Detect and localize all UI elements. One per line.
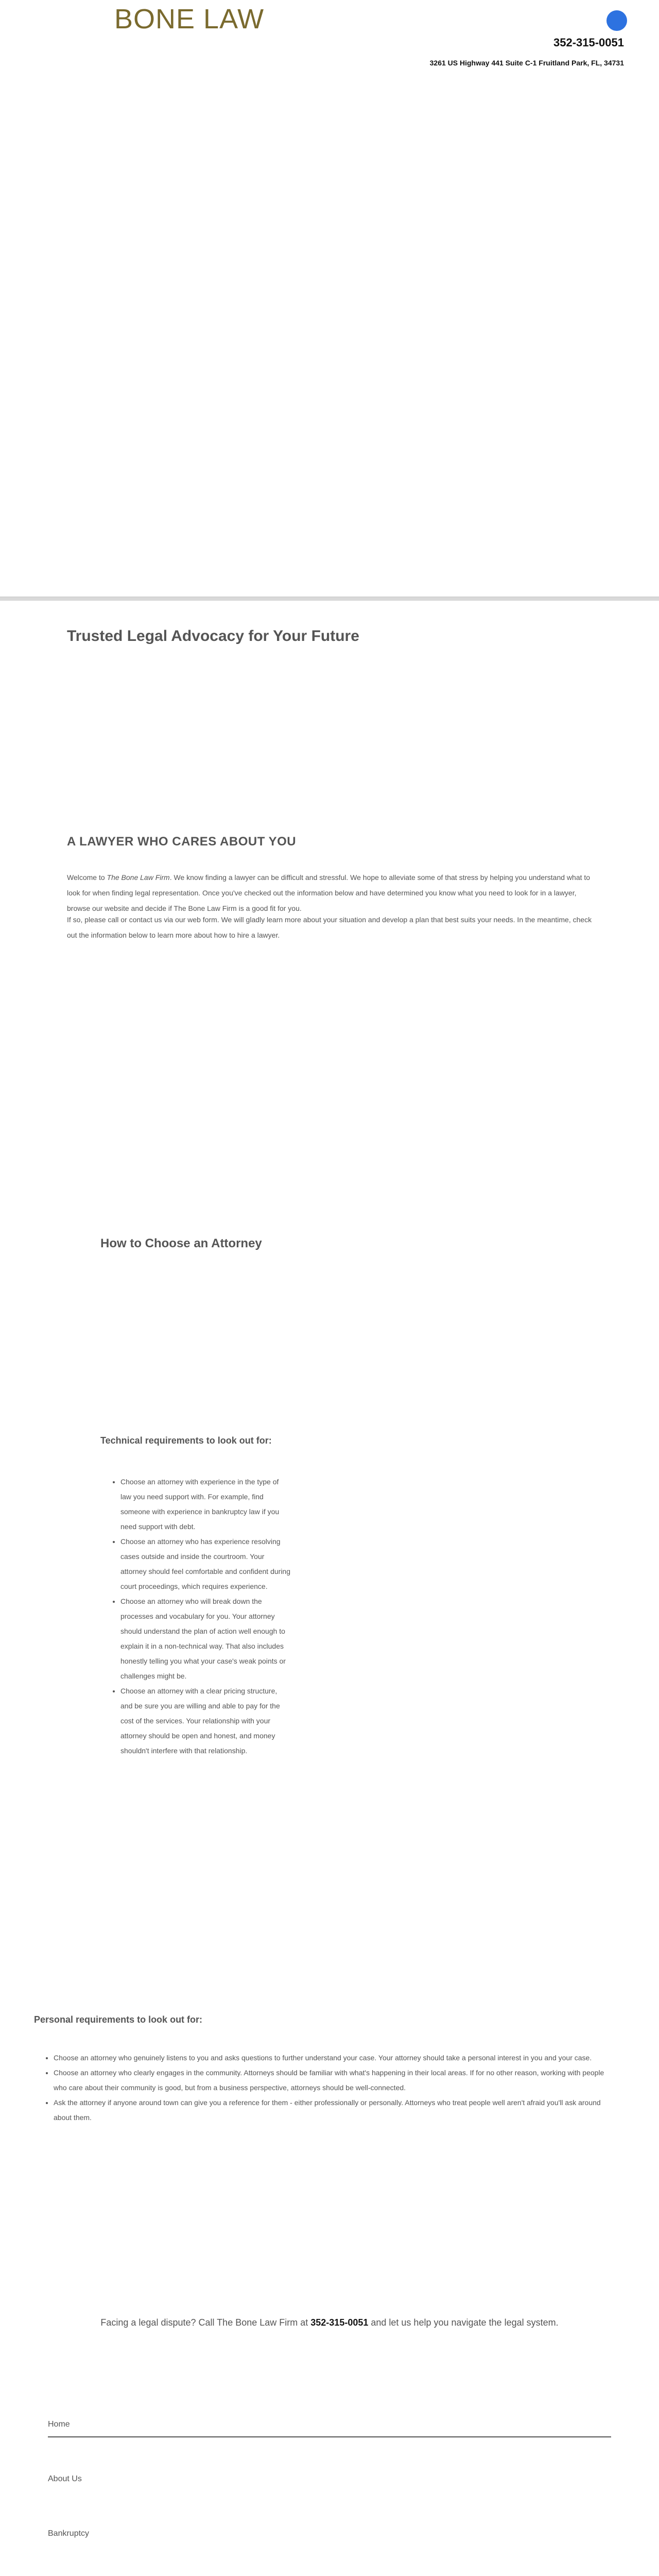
call-to-action: Facing a legal dispute? Call The Bone Law Firm at 352-315-0051 and let us help you navigate the legal system. (100, 2317, 559, 2328)
list-item: • Choose an attorney who will break down the processes and vocabulary for you. Your attorney should understand the plan of action well enough to explain it in a non-technical way. That also includes honestly telling you what your case's weak points or challenges might be. (120, 1594, 290, 1684)
list-item: • Choose an attorney with experience in the type of law you need support with. For example, find someone with experience in bankruptcy law if you need support with debt. (120, 1475, 290, 1534)
intro-paragraph-2: If so, please call or contact us via our web form. We will gladly learn more about your situation and develop a plan that best suits your needs. In the meantime, check out the information below to learn more about how to hire a lawyer. (67, 916, 592, 939)
footer-nav-underline (48, 2436, 611, 2437)
list-item: • Choose an attorney with a clear pricing structure, and be sure you are willing and able to pay for the cost of the services. Your relationship with your attorney should be open and honest, and money shouldn't interfere with that relationship. (120, 1684, 290, 1758)
hero-title: Trusted Legal Advocacy for Your Future (67, 628, 359, 645)
section-heading-technical: Technical requirements to look out for: (100, 1435, 272, 1446)
list-item: • Ask the attorney if anyone around town can give you a reference for them - either professionally or personally. Attorneys who treat people well aren't afraid you'll ask around about them. (54, 2095, 615, 2125)
intro-paragraph-1: Welcome to The Bone Law Firm. We know finding a lawyer can be difficult and stressful. We hope to alleviate some of that stress by helping you understand what to look for when finding legal representation. Once you've checked out the information below and have determined you know what you need to look for in a lawyer, browse our website and decide if The Bone Law Firm is a good fit for you. (67, 873, 591, 912)
footer-nav-about[interactable]: About Us (48, 2475, 82, 2483)
list-item: • Choose an attorney who clearly engages in the community. Attorneys should be familiar with what's happening in their local areas. If for no other reason, working with people who care about their community is good, but from a business perspective, attorneys should be well-connected. (54, 2065, 615, 2095)
site-logo[interactable]: BONE LAW (114, 4, 265, 35)
list-item: • Choose an attorney who has experience resolving cases outside and inside the courtroom. Your attorney should feel comfortable and confident during court proceedings, which requires experience. (120, 1534, 290, 1594)
technical-requirements-list (120, 1475, 290, 1758)
header-address: 3261 US Highway 441 Suite C-1 Fruitland Park, FL, 34731 (429, 59, 624, 67)
personal-requirements-list (54, 2050, 615, 2125)
accessibility-icon[interactable] (606, 10, 627, 31)
footer-nav-home[interactable]: Home (48, 2420, 70, 2429)
list-item: • Choose an attorney who genuinely listens to you and asks questions to further understand your case. Your attorney should take a personal interest in you and your case. (54, 2050, 615, 2065)
section-heading-choose: How to Choose an Attorney (100, 1236, 262, 1250)
header-phone-link[interactable]: 352-315-0051 (553, 36, 624, 49)
hero-divider (0, 597, 659, 601)
section-heading-personal: Personal requirements to look out for: (34, 2014, 203, 2025)
cta-phone-link[interactable]: 352-315-0051 (310, 2317, 369, 2328)
footer-nav-bankruptcy[interactable]: Bankruptcy (48, 2529, 90, 2538)
section-heading-lawyer: A LAWYER WHO CARES ABOUT YOU (67, 835, 297, 849)
